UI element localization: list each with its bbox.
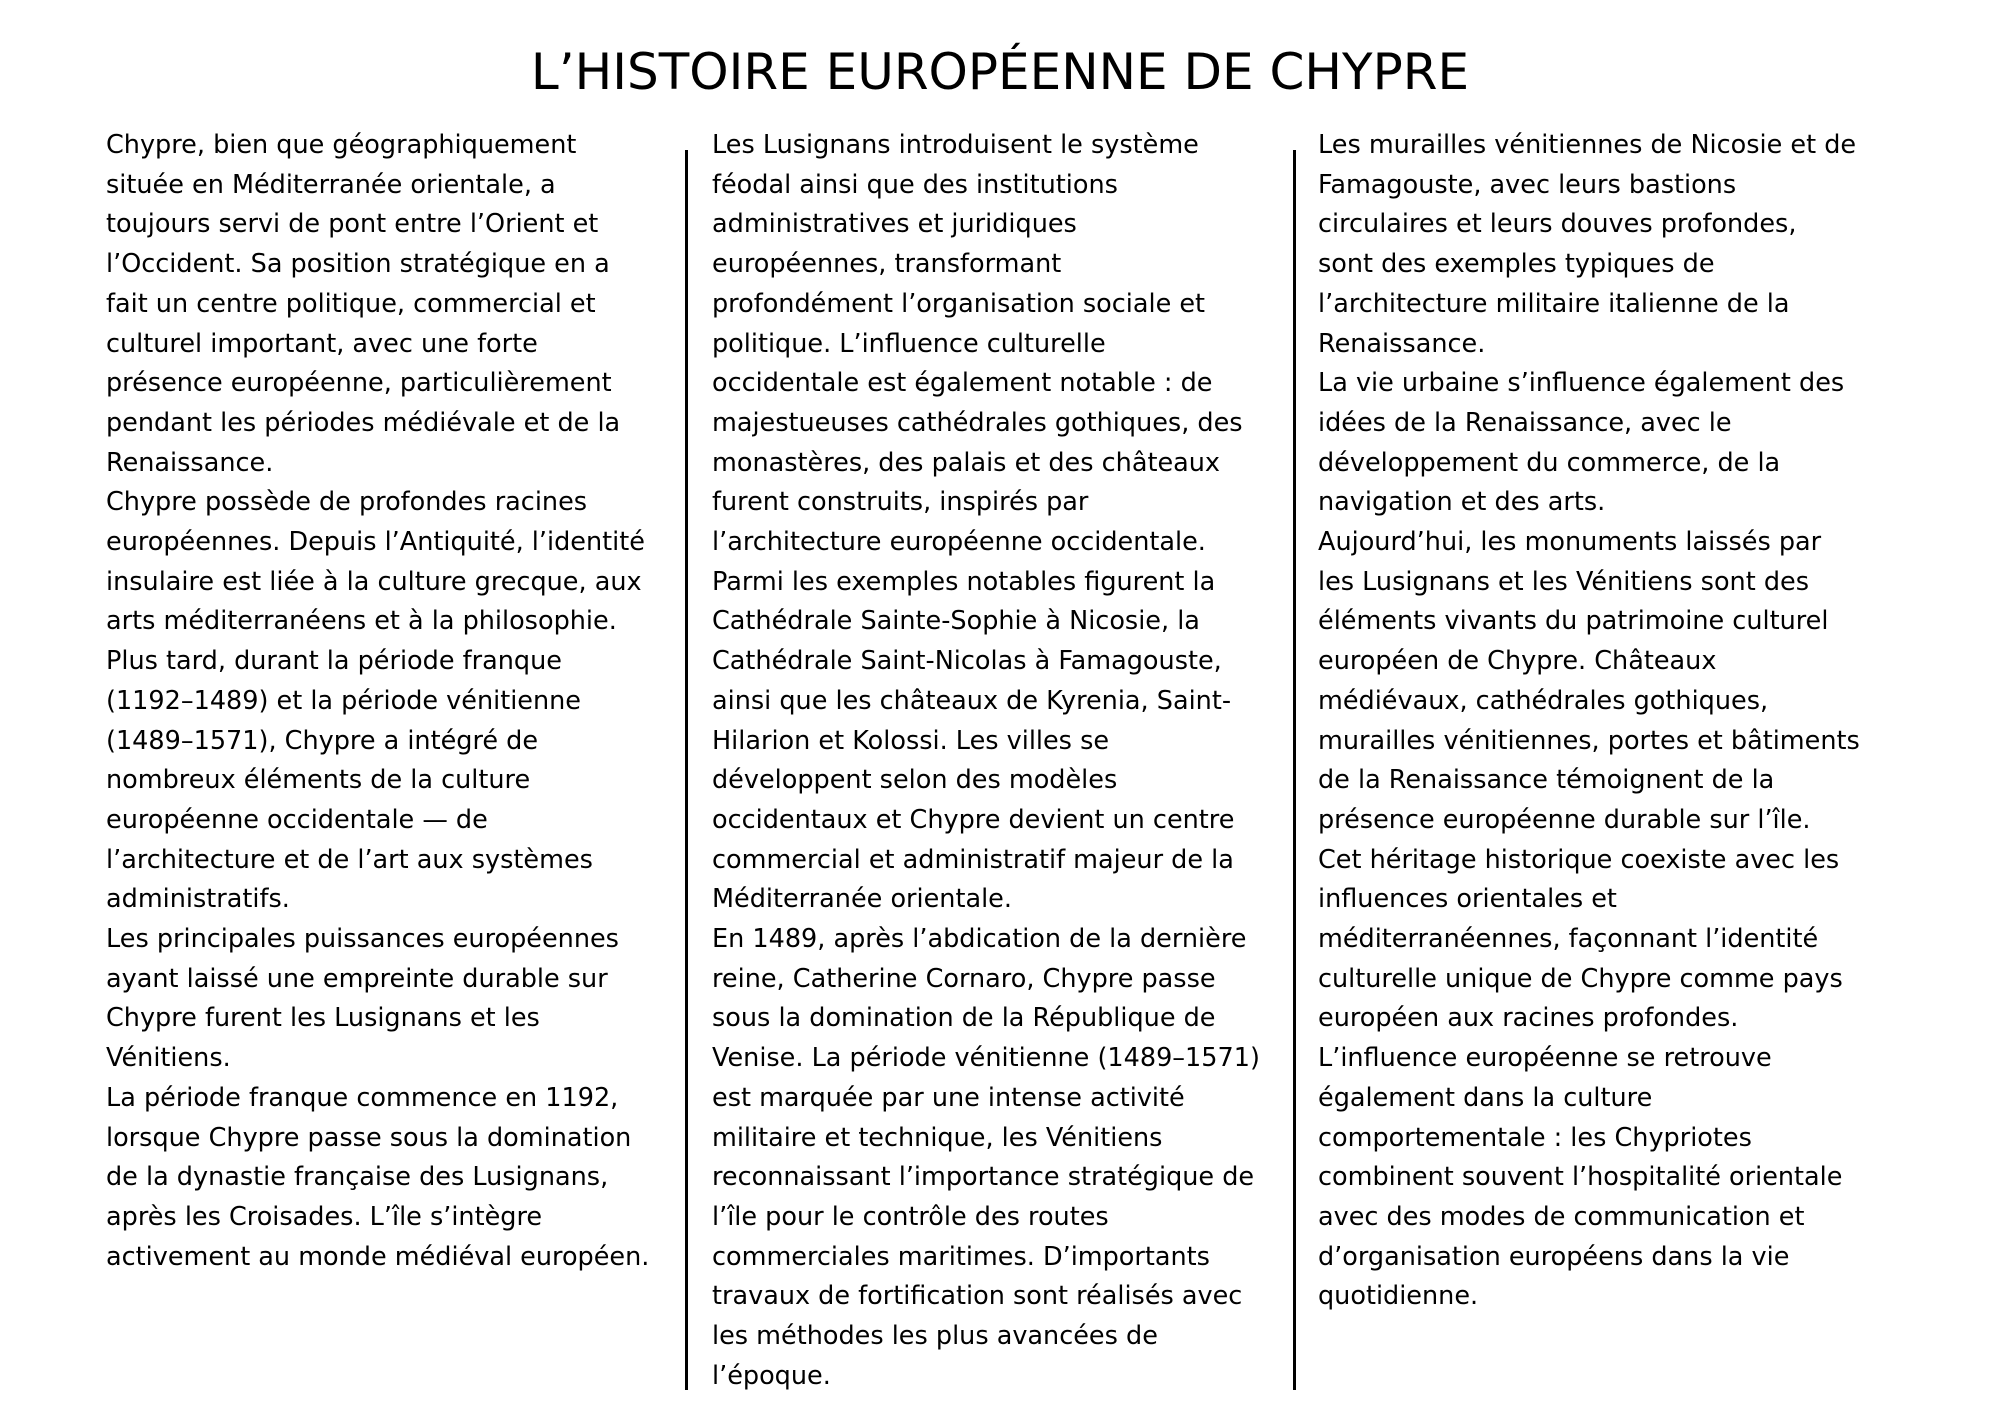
text-line: nombreux éléments de la culture [106, 765, 531, 796]
text-line: Renaissance. [1318, 328, 1486, 359]
text-line: l’architecture et de l’art aux systèmes [106, 844, 593, 875]
text-line: Vénitiens. [106, 1043, 231, 1074]
text-column-2 [712, 126, 1260, 1397]
text-column-3 [1318, 126, 1860, 1317]
text-line: arts méditerranéens et à la philosophie. [106, 606, 617, 637]
text-column-1 [106, 126, 649, 1277]
text-line: européen de Chypre. Châteaux [1318, 646, 1717, 677]
text-line: Aujourd’hui, les monuments laissés par [1318, 527, 1822, 558]
text-line: Méditerranée orientale. [712, 884, 1012, 915]
text-line: La vie urbaine s’influence également des [1318, 368, 1845, 399]
page-title: L’HISTOIRE EUROPÉENNE DE CHYPRE [530, 43, 1470, 101]
text-line: commerciales maritimes. D’importants [712, 1241, 1210, 1272]
text-line: militaire et technique, les Vénitiens [712, 1122, 1163, 1153]
text-line: éléments vivants du patrimoine culturel [1318, 606, 1829, 637]
text-line: navigation et des arts. [1318, 487, 1606, 518]
text-line: L’influence européenne se retrouve [1318, 1043, 1772, 1074]
text-line: murailles vénitiennes, portes et bâtiments [1318, 725, 1860, 756]
text-line: après les Croisades. L’île s’intègre [106, 1201, 543, 1232]
text-line: présence européenne, particulièrement [106, 368, 612, 399]
text-line: médiévaux, cathédrales gothiques, [1318, 685, 1769, 716]
text-line: reine, Catherine Cornaro, Chypre passe [712, 963, 1216, 994]
text-line: Venise. La période vénitienne (1489–1571) [712, 1043, 1260, 1074]
text-line: ayant laissé une empreinte durable sur [106, 963, 608, 994]
text-line: lorsque Chypre passe sous la domination [106, 1122, 632, 1153]
text-line: toujours servi de pont entre l’Orient et [106, 209, 599, 240]
text-line: circulaires et leurs douves profondes, [1318, 209, 1797, 240]
text-line: de la dynastie française des Lusignans, [106, 1162, 609, 1193]
text-line: développement du commerce, de la [1318, 447, 1781, 478]
text-line: fait un centre politique, commercial et [106, 288, 596, 319]
text-line: administratifs. [106, 884, 290, 915]
text-line: européenne occidentale — de [106, 804, 488, 835]
text-line: Renaissance. [106, 447, 274, 478]
text-line: européen aux racines profondes. [1318, 1003, 1739, 1034]
text-line: les Lusignans et les Vénitiens sont des [1318, 566, 1809, 597]
text-line: furent construits, inspirés par [712, 487, 1089, 518]
text-line: Cathédrale Saint-Nicolas à Famagouste, [712, 646, 1222, 677]
text-line: Hilarion et Kolossi. Les villes se [712, 725, 1110, 756]
text-line: profondément l’organisation sociale et [712, 288, 1206, 319]
text-line: idées de la Renaissance, avec le [1318, 407, 1732, 438]
text-line: avec des modes de communication et [1318, 1201, 1805, 1232]
text-line: les méthodes les plus avancées de [712, 1321, 1158, 1352]
text-line: développent selon des modèles [712, 765, 1118, 796]
text-line: influences orientales et [1318, 884, 1617, 915]
text-line: Chypre, bien que géographiquement [106, 130, 577, 160]
text-line: l’île pour le contrôle des routes [712, 1201, 1109, 1232]
text-line: sous la domination de la République de [712, 1003, 1216, 1034]
text-line: monastères, des palais et des châteaux [712, 447, 1221, 478]
text-line: l’architecture militaire italienne de la [1318, 288, 1790, 319]
text-line: l’Occident. Sa position stratégique en a [106, 249, 610, 280]
text-line: Cet héritage historique coexiste avec les [1318, 844, 1840, 875]
text-line: reconnaissant l’importance stratégique de [712, 1162, 1255, 1193]
text-line: pendant les périodes médiévale et de la [106, 407, 621, 438]
text-line: En 1489, après l’abdication de la dernière [712, 924, 1247, 955]
text-line: Chypre possède de profondes racines [106, 487, 588, 518]
text-line: sont des exemples typiques de [1318, 249, 1715, 280]
text-line: ainsi que les châteaux de Kyrenia, Saint- [712, 685, 1232, 716]
text-line: combinent souvent l’hospitalité orientale [1318, 1162, 1843, 1193]
text-line: l’époque. [712, 1360, 831, 1391]
text-line: féodal ainsi que des institutions [712, 169, 1118, 200]
text-line: (1192–1489) et la période vénitienne [106, 685, 581, 716]
text-line: Cathédrale Sainte-Sophie à Nicosie, la [712, 606, 1200, 637]
text-line: quotidienne. [1318, 1281, 1479, 1312]
text-line: européennes. Depuis l’Antiquité, l’identité [106, 527, 645, 558]
text-line: l’architecture européenne occidentale. [712, 527, 1206, 558]
text-line: Les Lusignans introduisent le système [712, 130, 1199, 160]
text-line: également dans la culture [1318, 1082, 1653, 1113]
text-line: de la Renaissance témoignent de la [1318, 765, 1775, 796]
text-line: Parmi les exemples notables figurent la [712, 566, 1216, 597]
column-divider-2 [1293, 150, 1296, 1390]
text-line: située en Méditerranée orientale, a [106, 169, 556, 200]
text-line: d’organisation européens dans la vie [1318, 1241, 1790, 1272]
text-line: activement au monde médiéval européen. [106, 1241, 650, 1272]
text-line: (1489–1571), Chypre a intégré de [106, 725, 539, 756]
text-line: travaux de fortification sont réalisés avec [712, 1281, 1243, 1312]
text-line: insulaire est liée à la culture grecque, aux [106, 566, 642, 597]
column-divider-1 [685, 150, 688, 1390]
text-line: culturel important, avec une forte [106, 328, 538, 359]
text-line: commercial et administratif majeur de la [712, 844, 1234, 875]
text-line: occidentale est également notable : de [712, 368, 1213, 399]
text-line: Chypre furent les Lusignans et les [106, 1003, 540, 1034]
text-line: culturelle unique de Chypre comme pays [1318, 963, 1843, 994]
text-line: méditerranéennes, façonnant l’identité [1318, 924, 1819, 955]
text-line: comportementale : les Chypriotes [1318, 1122, 1752, 1153]
text-line: administratives et juridiques [712, 209, 1077, 240]
text-line: majestueuses cathédrales gothiques, des [712, 407, 1243, 438]
text-line: est marquée par une intense activité [712, 1082, 1185, 1113]
text-line: européennes, transformant [712, 249, 1062, 280]
text-line: présence européenne durable sur l’île. [1318, 804, 1811, 835]
text-line: occidentaux et Chypre devient un centre [712, 804, 1235, 835]
text-line: Famagouste, avec leurs bastions [1318, 169, 1737, 200]
text-line: politique. L’influence culturelle [712, 328, 1106, 359]
text-line: Plus tard, durant la période franque [106, 646, 562, 677]
text-line: La période franque commence en 1192, [106, 1082, 619, 1113]
text-line: Les murailles vénitiennes de Nicosie et de [1318, 130, 1857, 160]
text-line: Les principales puissances européennes [106, 924, 619, 955]
